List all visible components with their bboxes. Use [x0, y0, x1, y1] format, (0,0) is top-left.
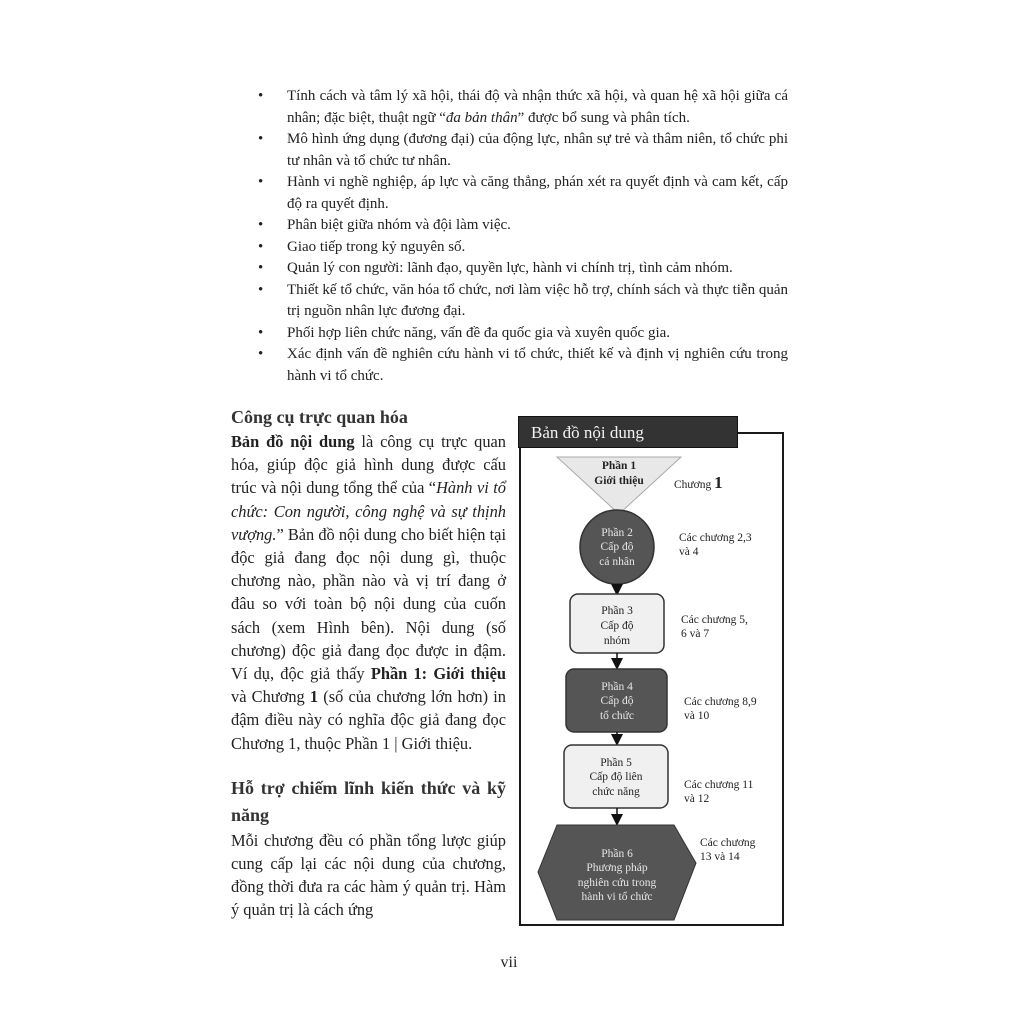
section-heading-knowledge: Hỗ trợ chiếm lĩnh kiến thức và kỹ năng [231, 777, 506, 825]
bullet-item: • Mô hình ứng dụng (đương đại) của động lực, nhân sự trẻ và thâm niên, tổ chức phi tư nhân và tổ chức tư nhân. [258, 131, 788, 169]
bullet-dot: • [258, 260, 264, 276]
svg-text:Phần 6: Phần 6 [601, 848, 633, 860]
part-4-chapters-label: Các chương 8,9 và 10 [684, 696, 757, 722]
svg-text:Cấp độ: Cấp độ [600, 541, 634, 553]
bullet-dot: • [258, 346, 264, 362]
bullet-item: • Hành vi nghề nghiệp, áp lực và căng thẳng, phán xét ra quyết định và cam kết, cấp độ ra quyết định. [258, 174, 788, 212]
bullet-item: • Thiết kế tổ chức, văn hóa tổ chức, nơi làm việc hỗ trợ, chính sách và thực tiễn quản trị nguồn nhân lực đương đại. [258, 281, 788, 319]
topic-bullet-list [258, 86, 788, 387]
part-5-box-node [564, 745, 668, 808]
bullet-item: • Giao tiếp trong kỷ nguyên số. [258, 237, 788, 259]
svg-text:Phần 1: Phần 1 [601, 460, 637, 472]
svg-text:Phương pháp: Phương pháp [586, 862, 648, 874]
section-heading-visualization: Công cụ trực quan hóa [231, 407, 408, 427]
svg-text:nghiên cứu trong: nghiên cứu trong [577, 877, 657, 889]
bullet-item: • Xác định vấn đề nghiên cứu hành vi tổ chức, thiết kế và định vị nghiên cứu trong hành vi tổ chức. [258, 346, 788, 384]
bullet-dot: • [258, 238, 264, 255]
part-2-chapters-label: Các chương 2,3 và 4 [679, 532, 752, 558]
bullet-dot: • [258, 174, 264, 190]
svg-text:nhóm: nhóm [603, 635, 631, 647]
part-1-chapters-label: Chương 1 [674, 473, 723, 492]
bullet-item: • Phối hợp liên chức năng, vấn đề đa quốc gia và xuyên quốc gia. [258, 323, 788, 345]
bullet-item: • Phân biệt giữa nhóm và đội làm việc. [258, 215, 788, 237]
svg-text:Cấp độ: Cấp độ [600, 695, 634, 707]
content-map-title: Bản đồ nội dung [518, 416, 738, 448]
svg-text:Cấp độ liên: Cấp độ liên [589, 771, 643, 783]
part-2-circle-node [580, 510, 654, 584]
bullet-dot: • [258, 88, 264, 104]
bullet-dot: • [258, 217, 264, 233]
svg-text:Phần 2: Phần 2 [601, 527, 633, 539]
part-1-triangle-node [557, 457, 681, 514]
svg-text:Phần 3: Phần 3 [601, 605, 633, 617]
page-number: vii [500, 954, 518, 971]
bullet-item: • Tính cách và tâm lý xã hội, thái độ và nhận thức xã hội, và quan hệ xã hội giữa cá nhân; đặc biệt, thuật ngữ “đa bản thân” được bổ sung và phân tích. [258, 88, 788, 126]
part-6-hexagon-node [538, 825, 696, 920]
section-paragraph-visualization: Bản đồ nội dung là công cụ trực quan hóa, giúp độc giả hình dung được cấu trúc và nội dung tổng thể của “Hành vi tổ chức: Con người, công nghệ và sự thịnh vượng.” Bản đồ nội dung cho biết hiện tại độc giả đang đọc nội dung gì, thuộc chương nào, phần nào và vị trí đang ở đâu so với toàn bộ nội dung của cuốn sách (xem Hình bên). Nội dung (số chương) độc giả đang đọc được in đậm. Ví dụ, độc giả thấy Phần 1: Giới thiệu và Chương 1 (số của chương lớn hơn) in đậm điều này có nghĩa độc giả đang đọc Chương 1, thuộc Phần 1 | Giới thiệu. [231, 432, 506, 753]
svg-text:Giới thiệu: Giới thiệu [594, 475, 644, 487]
svg-text:cá nhân: cá nhân [599, 556, 635, 568]
svg-text:tổ chức: tổ chức [599, 710, 635, 722]
section-paragraph-knowledge: Mỗi chương đều có phần tổng lược giúp cung cấp lại các nội dung của chương, đồng thời đưa ra các hàm ý quản trị. Hàm ý quản trị là cách ứng [231, 830, 506, 920]
left-column [231, 405, 506, 922]
part-3-chapters-label: Các chương 5, 6 và 7 [681, 614, 748, 640]
bullet-dot: • [258, 324, 264, 341]
part-6-chapters-label: Các chương 13 và 14 [700, 837, 756, 863]
bullet-item: • Quản lý con người: lãnh đạo, quyền lực, hành vi chính trị, tình cảm nhóm. [258, 258, 788, 280]
svg-text:hành vi tổ chức: hành vi tổ chức [581, 891, 653, 903]
part-5-chapters-label: Các chương 11 và 12 [684, 779, 754, 805]
bullet-dot: • [258, 281, 264, 298]
svg-text:Phần 4: Phần 4 [601, 681, 633, 693]
svg-text:Phần 5: Phần 5 [600, 757, 632, 769]
bullet-dot: • [258, 131, 264, 147]
part-4-box-node [566, 669, 667, 732]
svg-text:Cấp độ: Cấp độ [600, 620, 634, 632]
part-3-box-node [570, 594, 664, 653]
svg-text:chức năng: chức năng [592, 786, 640, 798]
